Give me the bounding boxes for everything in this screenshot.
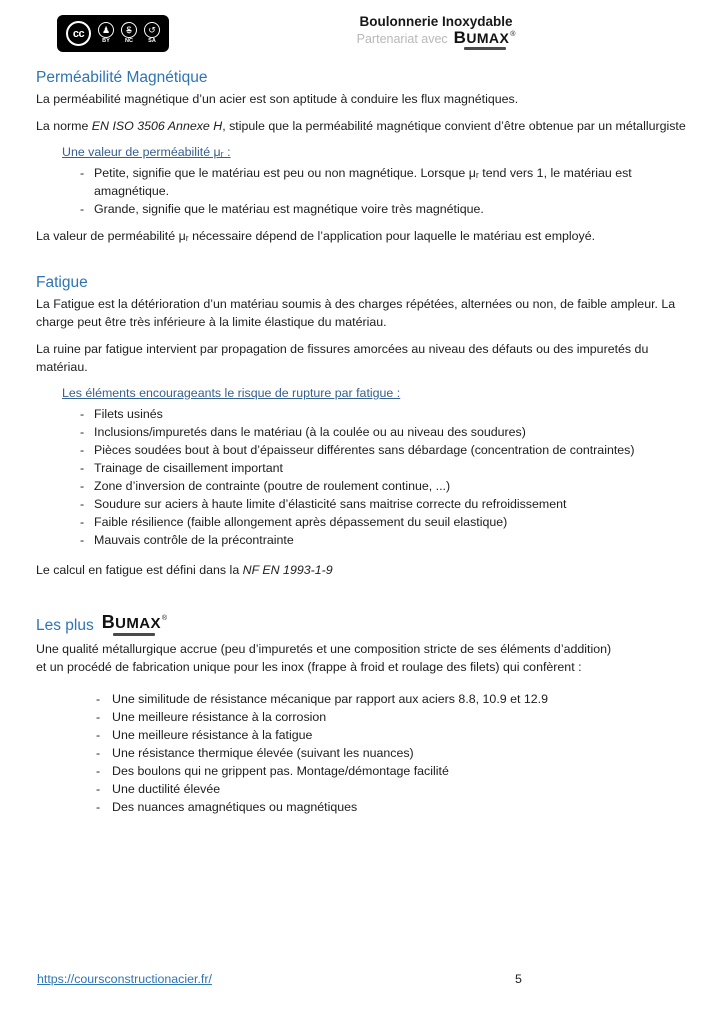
header-title-block [330,13,542,50]
page-footer [37,970,687,990]
section-title-permeabilite: Perméabilité Magnétique [36,69,208,86]
fatigue-paragraph-2: La ruine par fatigue intervient par propagation de fissures amorcées au niveau des défauts ou des impuretés du matériau. [36,342,649,374]
fatigue-paragraph-1: La Fatigue est la détérioration d’un matériau soumis à des charges répétées, alternées ou non, de faible ampleur. La charge peut être très inférieure à la limite élastique du matériau. [36,297,676,329]
list-item: - Une similitude de résistance mécanique par rapport aux aciers 8.8, 10.9 et 12.9 [96,690,690,708]
permeabilite-paragraph-3: La valeur de perméabilité μᵣ nécessaire dépend de l’application pour laquelle le matériau est employé. [36,229,596,243]
registered-trademark-icon: ® [161,615,168,622]
list-item: - Une meilleure résistance à la fatigue [96,726,690,744]
list-item: - Zone d’inversion de contrainte (poutre de roulement continue, ...) [80,477,690,495]
person-icon: ♟ [101,24,111,35]
cc-by-icon [98,22,114,45]
cc-icon [66,21,91,46]
list-item: - Pièces soudées bout à bout d’épaisseur différentes sans débardage (concentration de contraintes) [80,441,690,459]
list-item: - Petite, signifie que le matériau est peu ou non magnétique. Lorsque μᵣ tend vers 1, le matériau est amagnétique. [80,164,690,200]
permeabilite-bullet-list [36,164,690,218]
page-number: 5 [515,972,522,986]
list-item: - Une résistance thermique élevée (suivant les nuances) [96,744,690,762]
cc-sa-label: SA [148,38,156,45]
list-item: - Inclusions/impuretés dans le matériau (à la coulée ou au niveau des soudures) [80,423,690,441]
list-item: - Une ductilité élevée [96,780,690,798]
list-item: - Des nuances amagnétiques ou magnétiques [96,798,690,816]
section-title-les-plus: Les plus BUMAX ® [36,612,168,634]
cc-nc-icon [121,22,137,45]
list-item: - Trainage de cisaillement important [80,459,690,477]
no-dollar-icon: $ [126,24,132,35]
les-plus-bullet-list [36,690,690,816]
document-title: Boulonnerie Inoxydable [359,14,513,29]
page-header [0,0,724,55]
norm-reference: NF EN 1993-1-9 [242,563,333,577]
cc-license-badge [57,15,169,52]
bumax-wordmark: BUMAX [101,612,161,632]
permeabilite-paragraph-2: La norme EN ISO 3506 Annexe H, stipule que la perméabilité magnétique convient d’être obtenue par un métallurgiste [36,119,686,133]
permeabilite-subheading: Une valeur de perméabilité μᵣ : [62,145,231,159]
cc-logo-text: cc [72,27,85,40]
footer-link[interactable]: https://coursconstructionacier.fr/ [37,972,212,986]
bumax-tagline [464,47,506,50]
fatigue-paragraph-3: Le calcul en fatigue est défini dans la NF EN 1993-1-9 [36,563,333,577]
bumax-tagline [113,633,155,636]
bumax-logo [453,28,516,50]
list-item: - Des boulons qui ne grippent pas. Montage/démontage facilité [96,762,690,780]
list-item: - Soudure sur aciers à haute limite d’élasticité sans maitrise correcte du refroidissement [80,495,690,513]
cc-sa-icon [144,22,160,45]
list-item: - Une meilleure résistance à la corrosion [96,708,690,726]
share-alike-arrow-icon: ↺ [148,24,156,35]
section-title-fatigue: Fatigue [36,274,88,291]
bumax-wordmark: BUMAX [453,28,510,47]
list-item: - Mauvais contrôle de la précontrainte [80,531,690,549]
list-item: - Grande, signifie que le matériau est magnétique voire très magnétique. [80,200,690,218]
fatigue-subheading: Les éléments encourageants le risque de rupture par fatigue : [62,386,401,400]
les-plus-paragraph: Une qualité métallurgique accrue (peu d’impuretés et une composition stricte de ses éléments d’addition) et un procédé de fabrication unique pour les inox (frappe à froid et roulage des filets) qui confèrent : [36,641,612,674]
cc-by-label: BY [102,38,110,45]
cc-nc-label: NC [125,38,133,45]
registered-trademark-icon: ® [510,31,516,38]
partnership-row [330,28,542,50]
partnership-label: Partenariat avec [356,32,448,46]
norm-reference: EN ISO 3506 Annexe H [91,119,223,133]
permeabilite-paragraph-1: La perméabilité magnétique d’un acier est son aptitude à conduire les flux magnétiques. [36,92,519,106]
list-item: - Filets usinés [80,405,690,423]
list-item: - Faible résilience (faible allongement après dépassement du seuil elastique) [80,513,690,531]
fatigue-bullet-list [36,405,690,549]
page-content [0,68,724,816]
